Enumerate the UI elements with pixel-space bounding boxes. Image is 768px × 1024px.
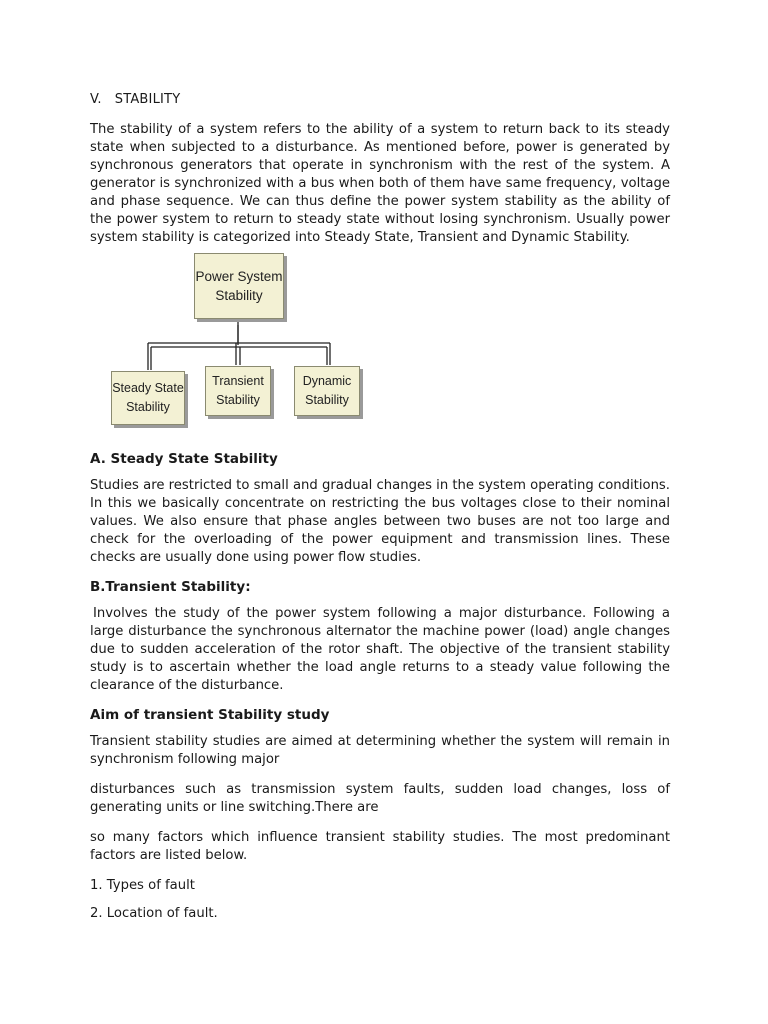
node-steady-state-stability: Steady State Stability [111,371,185,425]
node-power-system-stability: Power System Stability [194,253,284,319]
aim-paragraph-2: disturbances such as transmission system faults, sudden load changes, loss of generating units or line switching.There are [90,782,670,815]
node-transient-stability: Transient Stability [205,366,271,416]
list-item: 1. Types of fault [90,878,195,893]
section-heading [90,92,670,107]
section-number: V. [90,92,102,107]
node-dynamic-stability: Dynamic Stability [294,366,360,416]
transient-paragraph: Involves the study of the power system following a major disturbance. Following a large disturbance the synchronous alternator the machine power (load) angle changes due to sudden acceleration of the rotor shaft. The objective of the transient stability study is to ascertain whether the load angle returns to a steady value following the clearance of the disturbance. [90,606,670,693]
heading-steady-state: A. Steady State Stability [90,451,278,467]
heading-transient: B.Transient Stability: [90,579,251,595]
steady-state-paragraph: Studies are restricted to small and gradual changes in the system operating conditions. In this we basically concentrate on restricting the bus voltages close to their nominal values. We also ensure that phase angles between two buses are not too large and check for the overloading of the power equipment and transmission lines. These checks are usually done using power flow studies. [90,478,670,565]
list-item: 2. Location of fault. [90,906,218,921]
stability-hierarchy-diagram [104,259,394,441]
section-title: STABILITY [114,92,181,107]
intro-paragraph: The stability of a system refers to the ability of a system to return back to its steady state when subjected to a disturbance. As mentioned before, power is generated by synchronous generators that operate in synchronism with the rest of the system. A generator is synchronized with a bus when both of them have same frequency, voltage and phase sequence. We can thus define the power system stability as the ability of the power system to return to steady state without losing synchronism. Usually power system stability is categorized into Steady State, Transient and Dynamic Stability. [90,122,670,245]
document-page [90,88,670,933]
heading-aim: Aim of transient Stability study [90,707,330,723]
aim-paragraph-1: Transient stability studies are aimed at determining whether the system will remain in synchronism following major [90,734,670,767]
aim-paragraph-3: so many factors which influence transient stability studies. The most predominant factors are listed below. [90,830,670,863]
